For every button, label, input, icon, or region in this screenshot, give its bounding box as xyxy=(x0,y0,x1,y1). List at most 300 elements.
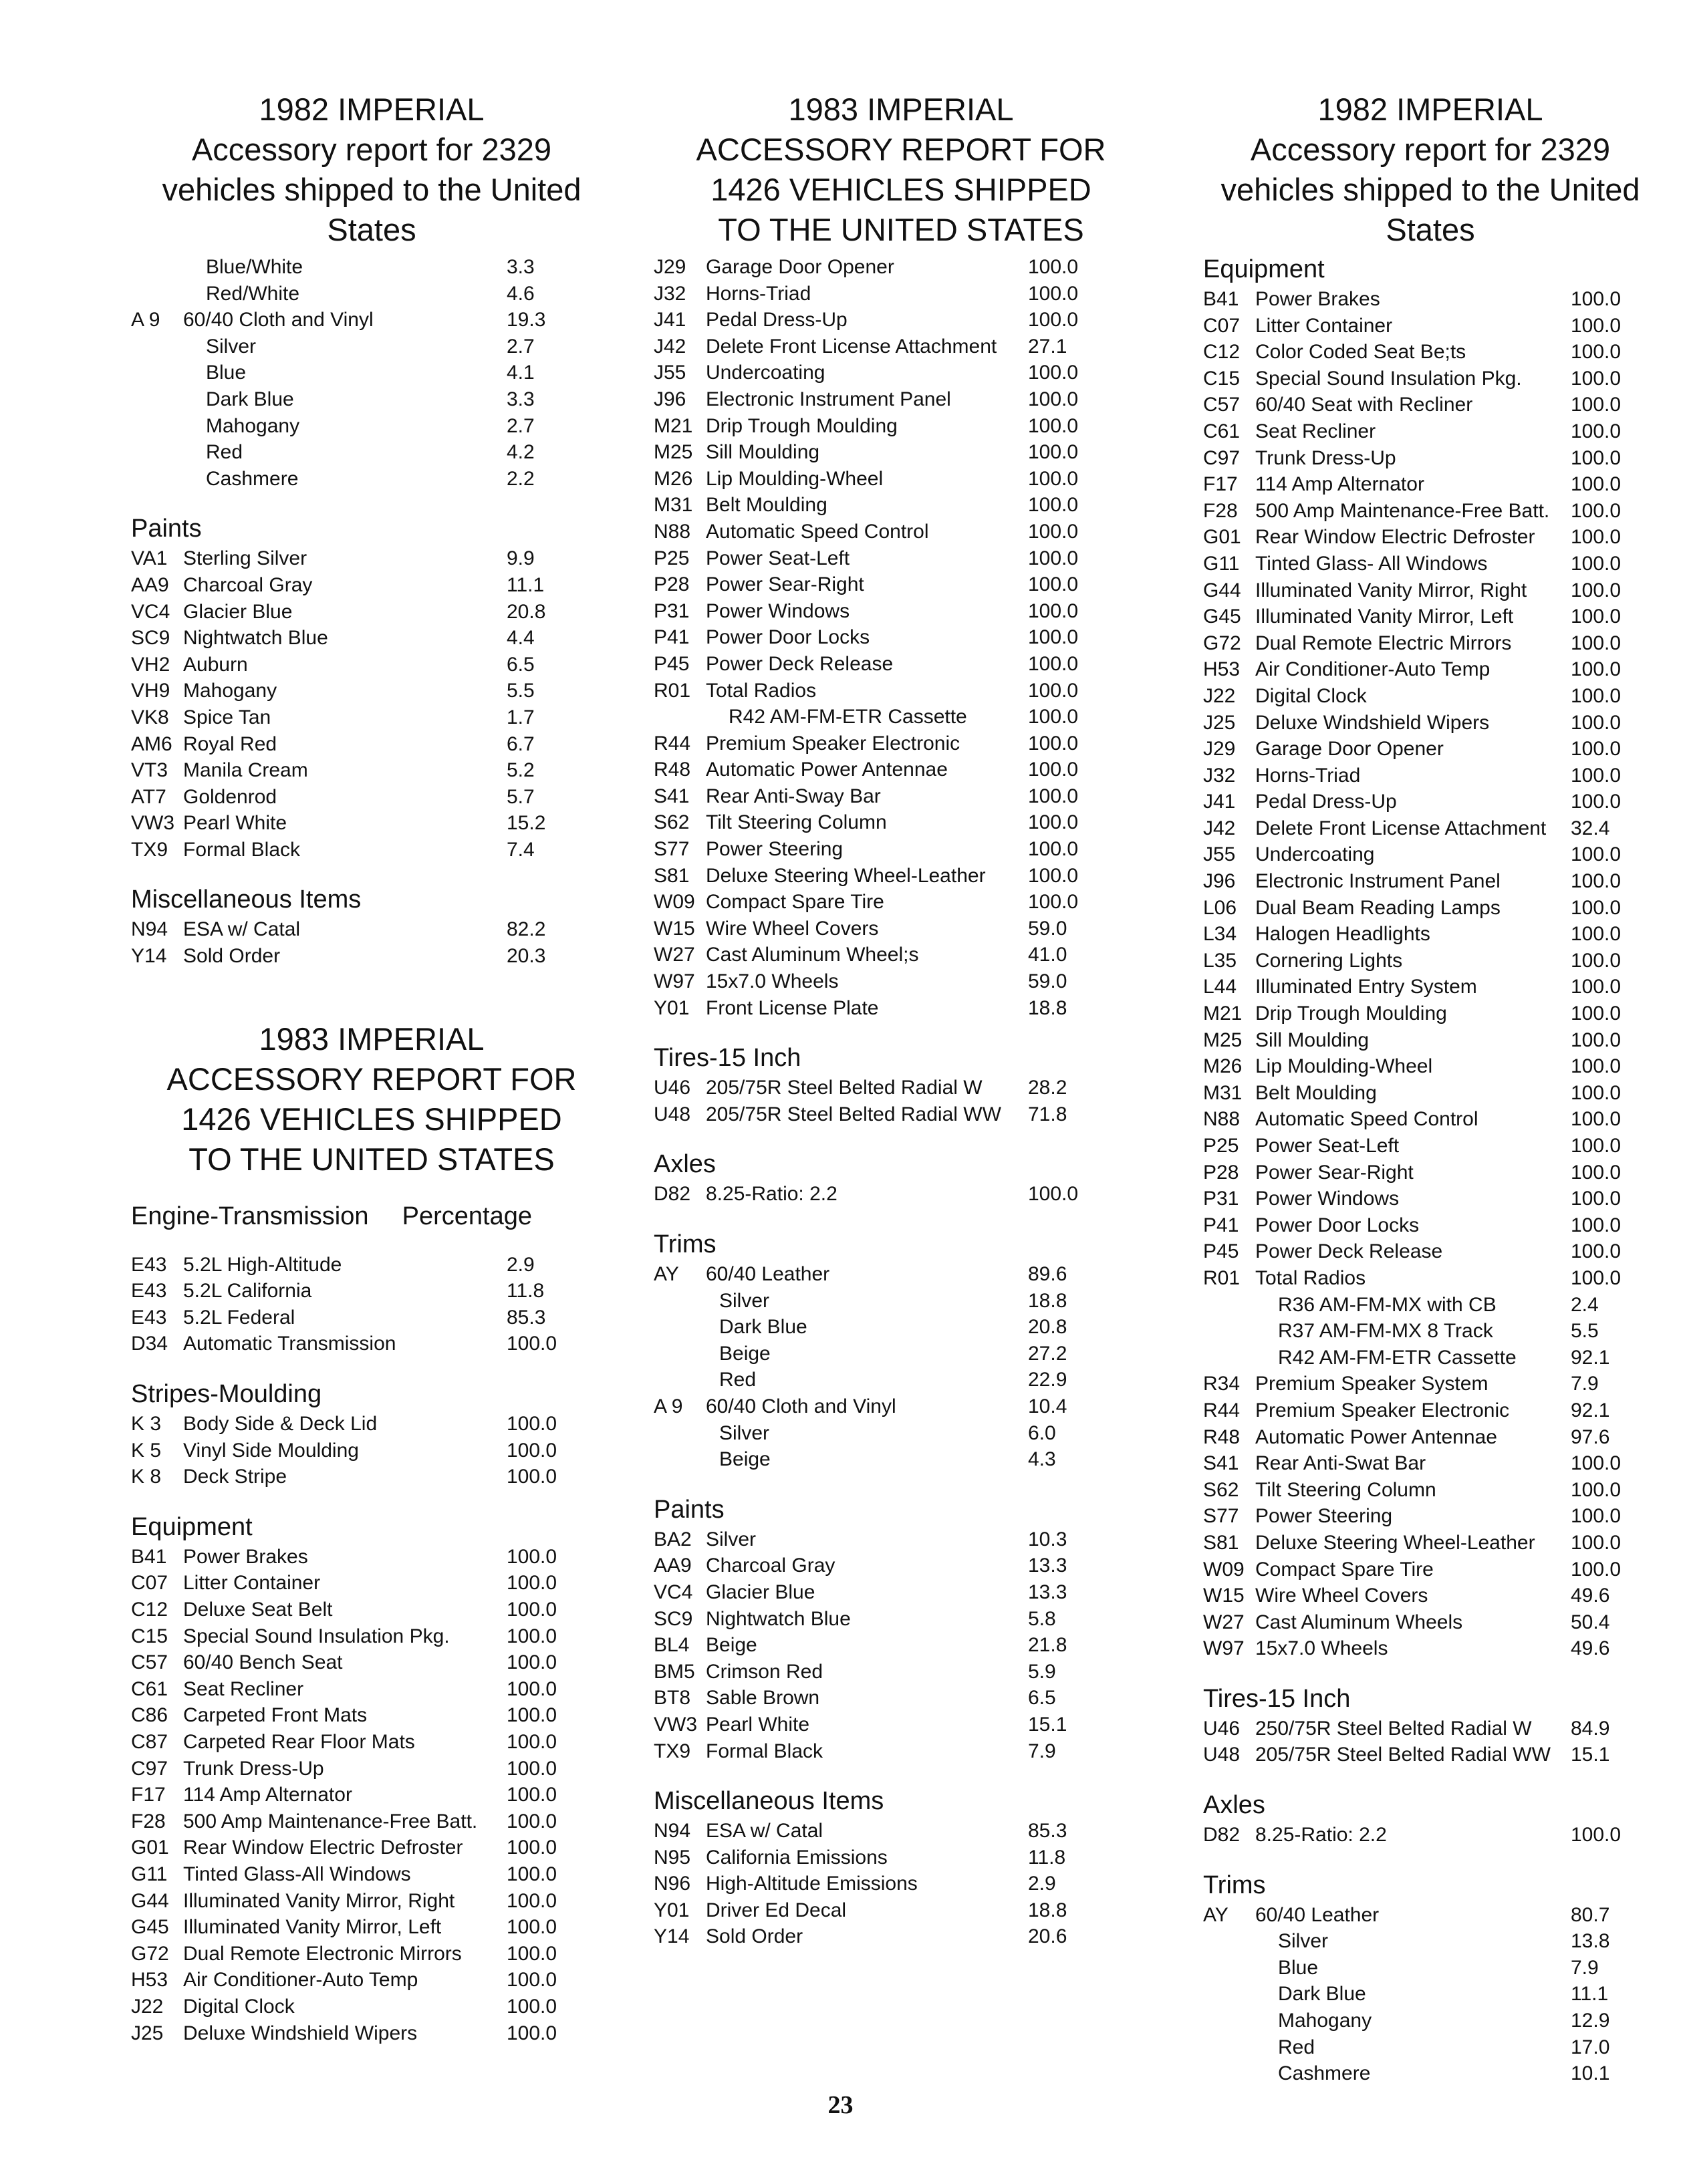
option-label: Sold Order xyxy=(183,945,281,968)
option-label: Glacier Blue xyxy=(706,1581,815,1603)
option-label: Automatic Power Antennae xyxy=(1255,1425,1497,1448)
option-percentage: 12.9 xyxy=(1571,2010,1610,2032)
option-label: Automatic Speed Control xyxy=(1255,1108,1478,1131)
tires-list-1983 xyxy=(654,1075,1148,1127)
option-percentage: 100.0 xyxy=(1028,706,1079,728)
trim-rows-1982 xyxy=(131,254,612,492)
list-item xyxy=(1203,948,1658,974)
option-code: K 3 xyxy=(131,1413,162,1436)
option-label: Goldenrod xyxy=(183,785,277,808)
option-percentage: 100.0 xyxy=(1571,1240,1622,1263)
option-code: N96 xyxy=(654,1873,691,1895)
option-percentage: 7.9 xyxy=(1571,1373,1599,1395)
option-label: Blue xyxy=(206,362,247,384)
option-percentage: 100.0 xyxy=(1028,838,1079,861)
option-label: Cashmere xyxy=(1278,2062,1371,2085)
option-label: Dark Blue xyxy=(1278,1983,1366,2006)
option-percentage: 100.0 xyxy=(1028,891,1079,914)
list-item xyxy=(131,652,612,678)
option-code: C12 xyxy=(131,1599,168,1621)
option-code: VW3 xyxy=(131,812,175,835)
option-code: W15 xyxy=(654,917,695,940)
option-label: Automatic Power Antennae xyxy=(706,759,948,781)
option-code: U48 xyxy=(1203,1744,1241,1766)
option-code: F28 xyxy=(1203,499,1238,522)
stripes-heading: Stripes-Moulding xyxy=(131,1380,322,1409)
engine-transmission-header xyxy=(131,1202,612,1230)
option-label: Lip Moulding-Wheel xyxy=(706,467,884,490)
option-percentage: 59.0 xyxy=(1028,970,1067,993)
option-label: Illuminated Vanity Mirror, Left xyxy=(183,1916,442,1939)
option-percentage: 100.0 xyxy=(1571,1452,1622,1475)
option-label: Blue/White xyxy=(206,256,303,278)
option-percentage: 100.0 xyxy=(1028,1183,1079,1206)
option-label: Premium Speaker System xyxy=(1255,1373,1489,1395)
option-code: S41 xyxy=(1203,1452,1239,1475)
list-item xyxy=(131,1649,612,1676)
option-code: S77 xyxy=(654,838,690,861)
option-label: Electronic Instrument Panel xyxy=(706,388,951,410)
option-code: M21 xyxy=(654,414,693,437)
option-code: M26 xyxy=(654,467,693,490)
option-label: Seat Recliner xyxy=(1255,420,1376,442)
option-code: R01 xyxy=(1203,1266,1241,1289)
list-item xyxy=(1203,339,1658,366)
list-item xyxy=(654,1845,1148,1871)
list-item xyxy=(1203,2008,1658,2034)
list-item xyxy=(131,704,612,731)
list-item xyxy=(1203,1742,1658,1768)
list-item xyxy=(654,942,1148,968)
option-label: Dark Blue xyxy=(719,1316,807,1339)
list-item xyxy=(1203,551,1658,577)
engine-transmission-heading: Engine-Transmission xyxy=(131,1202,369,1230)
option-percentage: 100.0 xyxy=(1028,441,1079,464)
option-label: Dual Beam Reading Lamps xyxy=(1255,896,1501,919)
option-code: N94 xyxy=(131,918,168,941)
list-item xyxy=(1203,1635,1658,1662)
option-percentage: 100.0 xyxy=(1571,843,1622,866)
option-percentage: 100.0 xyxy=(507,1599,557,1621)
option-code: G45 xyxy=(131,1916,169,1939)
list-item xyxy=(131,916,612,943)
option-percentage: 7.9 xyxy=(1571,1956,1599,1979)
list-item xyxy=(1203,1450,1658,1477)
option-code: S62 xyxy=(654,811,690,834)
option-percentage: 100.0 xyxy=(507,1413,557,1436)
option-percentage: 100.0 xyxy=(507,1730,557,1753)
option-label: Power Deck Release xyxy=(706,652,894,675)
option-percentage: 5.5 xyxy=(507,680,535,702)
option-code: W97 xyxy=(1203,1637,1245,1660)
title-line: 1426 VEHICLES SHIPPED xyxy=(710,172,1091,207)
list-item xyxy=(654,704,1148,730)
option-label: Sill Moulding xyxy=(706,441,820,464)
list-item xyxy=(1203,683,1658,710)
option-code: J29 xyxy=(1203,738,1236,761)
option-label: 60/40 Leather xyxy=(706,1263,830,1285)
option-code: C12 xyxy=(1203,341,1241,364)
list-item xyxy=(654,1181,1148,1208)
misc-heading: Miscellaneous Items xyxy=(654,1787,884,1816)
option-percentage: 5.5 xyxy=(1571,1320,1599,1343)
option-percentage: 49.6 xyxy=(1571,1637,1610,1660)
list-item xyxy=(131,1808,612,1835)
option-code: G11 xyxy=(1203,552,1240,575)
option-percentage: 100.0 xyxy=(1028,547,1079,569)
list-item xyxy=(1203,1955,1658,1982)
list-item xyxy=(131,545,612,572)
option-code: A 9 xyxy=(654,1395,683,1417)
option-code: N88 xyxy=(1203,1108,1241,1131)
option-percentage: 10.3 xyxy=(1028,1528,1067,1550)
option-code: AM6 xyxy=(131,732,172,755)
option-percentage: 100.0 xyxy=(1571,1108,1622,1131)
option-label: Rear Anti-Sway Bar xyxy=(706,785,881,807)
option-code: TX9 xyxy=(131,838,168,861)
option-code: AT7 xyxy=(131,785,166,808)
list-item xyxy=(654,1314,1148,1341)
option-label: 60/40 Cloth and Vinyl xyxy=(706,1395,896,1417)
option-percentage: 100.0 xyxy=(1028,599,1079,622)
option-percentage: 100.0 xyxy=(1571,341,1622,364)
title-line: vehicles shipped to the United States xyxy=(162,172,581,247)
option-label: Manila Cream xyxy=(183,759,308,782)
option-label: Undercoating xyxy=(706,362,825,384)
option-percentage: 100.0 xyxy=(1571,896,1622,919)
title-line: 1983 IMPERIAL xyxy=(788,92,1014,127)
option-percentage: 17.0 xyxy=(1571,2036,1610,2058)
option-label: Beige xyxy=(706,1634,757,1657)
option-label: Sill Moulding xyxy=(1255,1029,1370,1051)
option-code: R48 xyxy=(654,759,691,781)
list-item xyxy=(654,386,1148,413)
option-label: Formal Black xyxy=(183,838,301,861)
list-item xyxy=(131,386,612,413)
option-label: Power Steering xyxy=(706,838,844,861)
option-label: Body Side & Deck Lid xyxy=(183,1413,378,1436)
option-label: Trunk Dress-Up xyxy=(183,1757,324,1780)
option-code: VW3 xyxy=(654,1713,698,1736)
option-label: Premium Speaker Electronic xyxy=(706,732,960,755)
list-item xyxy=(654,1288,1148,1315)
option-percentage: 11.1 xyxy=(507,573,545,596)
list-item xyxy=(131,731,612,758)
option-percentage: 100.0 xyxy=(1028,626,1079,649)
option-label: 5.2L California xyxy=(183,1280,312,1303)
option-percentage: 100.0 xyxy=(1571,605,1622,628)
option-label: Red xyxy=(206,441,243,464)
list-item xyxy=(131,943,612,970)
equipment-list-1982 xyxy=(1203,286,1658,1662)
list-item xyxy=(654,1606,1148,1633)
option-label: R42 AM-FM-ETR Cassette xyxy=(729,706,967,728)
option-label: Nightwatch Blue xyxy=(706,1607,851,1630)
option-code: AA9 xyxy=(131,573,169,596)
option-code: Y01 xyxy=(654,1899,690,1921)
option-label: ESA w/ Catal xyxy=(183,918,301,941)
option-code: M31 xyxy=(1203,1081,1243,1104)
option-label: 500 Amp Maintenance-Free Batt. xyxy=(183,1810,478,1832)
option-label: Pedal Dress-Up xyxy=(1255,791,1397,813)
option-label: Sold Order xyxy=(706,1925,803,1948)
list-item xyxy=(1203,1000,1658,1027)
option-percentage: 15.1 xyxy=(1571,1744,1610,1766)
option-label: Total Radios xyxy=(1255,1266,1366,1289)
option-percentage: 4.4 xyxy=(507,627,535,650)
option-percentage: 84.9 xyxy=(1571,1717,1610,1740)
option-percentage: 100.0 xyxy=(1571,711,1622,734)
option-label: 60/40 Bench Seat xyxy=(183,1651,343,1674)
list-item xyxy=(1203,1397,1658,1424)
option-code: P25 xyxy=(654,547,690,569)
list-item xyxy=(654,730,1148,757)
option-code: G44 xyxy=(1203,579,1241,601)
option-label: Horns-Triad xyxy=(706,282,811,305)
list-item xyxy=(131,784,612,811)
option-code: C07 xyxy=(131,1572,168,1595)
option-percentage: 100.0 xyxy=(507,1942,557,1965)
percentage-heading: Percentage xyxy=(402,1202,532,1230)
list-item xyxy=(654,254,1148,281)
option-label: Auburn xyxy=(183,653,248,676)
option-percentage: 100.0 xyxy=(1028,520,1079,543)
option-label: Front License Plate xyxy=(706,996,879,1019)
list-item xyxy=(1203,789,1658,815)
option-label: Illuminated Vanity Mirror, Right xyxy=(183,1889,455,1912)
option-code: Y14 xyxy=(131,945,167,968)
list-item xyxy=(131,1305,612,1331)
option-code: J25 xyxy=(131,2022,164,2044)
option-code: J96 xyxy=(654,388,686,410)
option-label: Power Brakes xyxy=(183,1545,308,1568)
page-number: 23 xyxy=(827,2091,854,2119)
option-label: Royal Red xyxy=(183,732,277,755)
option-label: Digital Clock xyxy=(183,1995,295,2018)
list-item xyxy=(1203,1583,1658,1609)
list-item xyxy=(1203,841,1658,868)
option-code: Y14 xyxy=(654,1925,690,1948)
option-code: M21 xyxy=(1203,1002,1243,1025)
option-percentage: 10.1 xyxy=(1571,2062,1610,2085)
option-code: S41 xyxy=(654,785,690,807)
option-percentage: 100.0 xyxy=(1571,1081,1622,1104)
list-item xyxy=(131,1676,612,1703)
option-percentage: 13.3 xyxy=(1028,1581,1067,1603)
option-label: Drip Trough Moulding xyxy=(1255,1002,1447,1025)
trims-heading: Trims xyxy=(654,1230,717,1258)
option-label: Garage Door Opener xyxy=(706,256,894,278)
option-percentage: 2.9 xyxy=(507,1253,535,1276)
option-code: J55 xyxy=(654,362,686,384)
option-code: S77 xyxy=(1203,1505,1239,1528)
option-percentage: 11.8 xyxy=(507,1280,545,1303)
option-code: VC4 xyxy=(131,600,170,623)
option-code: BM5 xyxy=(654,1660,695,1683)
option-percentage: 100.0 xyxy=(507,1995,557,2018)
option-code: J22 xyxy=(1203,684,1236,707)
option-label: Carpeted Front Mats xyxy=(183,1704,368,1727)
option-percentage: 100.0 xyxy=(1571,1188,1622,1210)
option-percentage: 100.0 xyxy=(1571,1002,1622,1025)
option-label: Power Deck Release xyxy=(1255,1240,1443,1263)
option-percentage: 100.0 xyxy=(507,1810,557,1832)
option-code: AA9 xyxy=(654,1554,692,1577)
option-label: Premium Speaker Electronic xyxy=(1255,1399,1510,1421)
list-item xyxy=(1203,498,1658,525)
list-item xyxy=(1203,471,1658,498)
option-percentage: 32.4 xyxy=(1571,817,1610,839)
option-code: J22 xyxy=(131,1995,164,2018)
option-code: F17 xyxy=(131,1784,166,1806)
list-item xyxy=(654,1923,1148,1950)
option-label: Deluxe Steering Wheel-Leather xyxy=(1255,1531,1535,1554)
option-code: G72 xyxy=(1203,632,1241,654)
option-percentage: 100.0 xyxy=(507,1969,557,1992)
list-item xyxy=(131,1623,612,1650)
option-percentage: 4.3 xyxy=(1028,1448,1056,1471)
option-code: J29 xyxy=(654,256,686,278)
option-percentage: 100.0 xyxy=(1571,1266,1622,1289)
option-code: P45 xyxy=(654,652,690,675)
option-code: C97 xyxy=(1203,446,1241,469)
list-item xyxy=(1203,1609,1658,1636)
list-item xyxy=(1203,2034,1658,2061)
option-percentage: 3.3 xyxy=(507,388,535,410)
option-percentage: 49.6 xyxy=(1571,1585,1610,1607)
list-item xyxy=(1203,1318,1658,1345)
option-label: Deluxe Windshield Wipers xyxy=(183,2022,418,2044)
list-item xyxy=(1203,1928,1658,1955)
option-percentage: 100.0 xyxy=(1028,282,1079,305)
list-item xyxy=(1203,1106,1658,1133)
option-percentage: 100.0 xyxy=(1028,652,1079,675)
option-label: Power Windows xyxy=(1255,1188,1400,1210)
option-code: S81 xyxy=(1203,1531,1239,1554)
list-item xyxy=(654,1446,1148,1473)
option-percentage: 100.0 xyxy=(1571,923,1622,946)
paints-heading: Paints xyxy=(131,515,202,543)
option-percentage: 100.0 xyxy=(1571,870,1622,893)
option-percentage: 2.7 xyxy=(507,414,535,437)
column-1982-report xyxy=(1203,90,1658,2087)
list-item xyxy=(654,651,1148,678)
option-label: Air Conditioner-Auto Temp xyxy=(1255,658,1491,681)
option-percentage: 100.0 xyxy=(1028,864,1079,887)
title-line: ACCESSORY REPORT FOR xyxy=(166,1061,577,1097)
list-item xyxy=(654,624,1148,651)
equipment-list-1983-cont xyxy=(654,254,1148,1021)
option-label: Illuminated Vanity Mirror, Left xyxy=(1255,605,1514,628)
option-label: Trunk Dress-Up xyxy=(1255,446,1396,469)
option-label: Power Door Locks xyxy=(706,626,870,649)
option-code: C87 xyxy=(131,1730,168,1753)
list-item xyxy=(1203,1159,1658,1186)
option-code: AY xyxy=(1203,1903,1229,1926)
list-item xyxy=(654,598,1148,625)
option-code: C86 xyxy=(131,1704,168,1727)
option-percentage: 100.0 xyxy=(1571,394,1622,416)
option-percentage: 100.0 xyxy=(507,1333,557,1355)
option-percentage: 28.2 xyxy=(1028,1077,1067,1099)
option-code: J32 xyxy=(1203,764,1236,787)
option-percentage: 100.0 xyxy=(1571,552,1622,575)
title-line: 1983 IMPERIAL xyxy=(259,1020,485,1057)
option-code: B41 xyxy=(131,1545,167,1568)
list-item xyxy=(1203,815,1658,842)
list-item xyxy=(654,1738,1148,1765)
list-item xyxy=(131,757,612,784)
list-item xyxy=(1203,313,1658,339)
list-item xyxy=(654,1526,1148,1553)
option-code: P41 xyxy=(1203,1214,1239,1236)
title-line: 1982 IMPERIAL xyxy=(259,92,485,127)
option-label: Compact Spare Tire xyxy=(706,891,884,914)
option-code: W09 xyxy=(654,891,695,914)
option-percentage: 100.0 xyxy=(507,1545,557,1568)
option-label: Rear Window Electric Defroster xyxy=(183,1836,463,1859)
paints-heading: Paints xyxy=(654,1495,725,1524)
list-item xyxy=(1203,445,1658,472)
option-percentage: 100.0 xyxy=(1571,1135,1622,1157)
list-item xyxy=(654,1341,1148,1367)
option-percentage: 20.3 xyxy=(507,945,546,968)
option-label: R36 AM-FM-MX with CB xyxy=(1278,1293,1497,1316)
option-label: Red xyxy=(719,1369,757,1391)
trims-heading: Trims xyxy=(1203,1871,1266,1899)
option-code: J42 xyxy=(654,335,686,358)
option-label: Compact Spare Tire xyxy=(1255,1558,1434,1581)
list-item xyxy=(1203,1530,1658,1556)
option-code: W27 xyxy=(1203,1611,1245,1633)
equipment-heading: Equipment xyxy=(1203,255,1325,283)
list-item xyxy=(131,466,612,493)
option-label: Cashmere xyxy=(206,467,299,490)
option-code: J32 xyxy=(654,282,686,305)
option-percentage: 15.1 xyxy=(1028,1713,1067,1736)
title-line: vehicles shipped to the United States xyxy=(1220,172,1640,247)
option-label: Silver xyxy=(206,335,257,358)
option-percentage: 100.0 xyxy=(1571,446,1622,469)
option-label: Red/White xyxy=(206,282,300,305)
list-item xyxy=(131,1834,612,1861)
list-item xyxy=(654,1420,1148,1447)
option-percentage: 27.1 xyxy=(1028,335,1067,358)
list-item xyxy=(131,1331,612,1357)
option-percentage: 100.0 xyxy=(1028,732,1079,755)
option-code: R44 xyxy=(654,732,691,755)
misc-list-1983 xyxy=(654,1818,1148,1950)
list-item xyxy=(654,1818,1148,1845)
title-line: 1426 VEHICLES SHIPPED xyxy=(181,1101,562,1137)
option-code: J41 xyxy=(1203,791,1236,813)
option-label: Mahogany xyxy=(183,680,277,702)
option-label: Belt Moulding xyxy=(1255,1081,1377,1104)
title-1983-imperial-top xyxy=(654,90,1148,250)
option-percentage: 21.8 xyxy=(1028,1634,1067,1657)
list-item xyxy=(131,678,612,704)
list-item xyxy=(654,1579,1148,1606)
option-label: 5.2L High-Altitude xyxy=(183,1253,342,1276)
list-item xyxy=(1203,763,1658,789)
option-percentage: 100.0 xyxy=(1571,684,1622,707)
tires-heading: Tires-15 Inch xyxy=(654,1044,801,1073)
option-percentage: 1.7 xyxy=(507,706,535,728)
list-item xyxy=(654,492,1148,519)
list-item xyxy=(131,1597,612,1623)
option-label: Garage Door Opener xyxy=(1255,738,1444,761)
list-item xyxy=(131,1252,612,1278)
